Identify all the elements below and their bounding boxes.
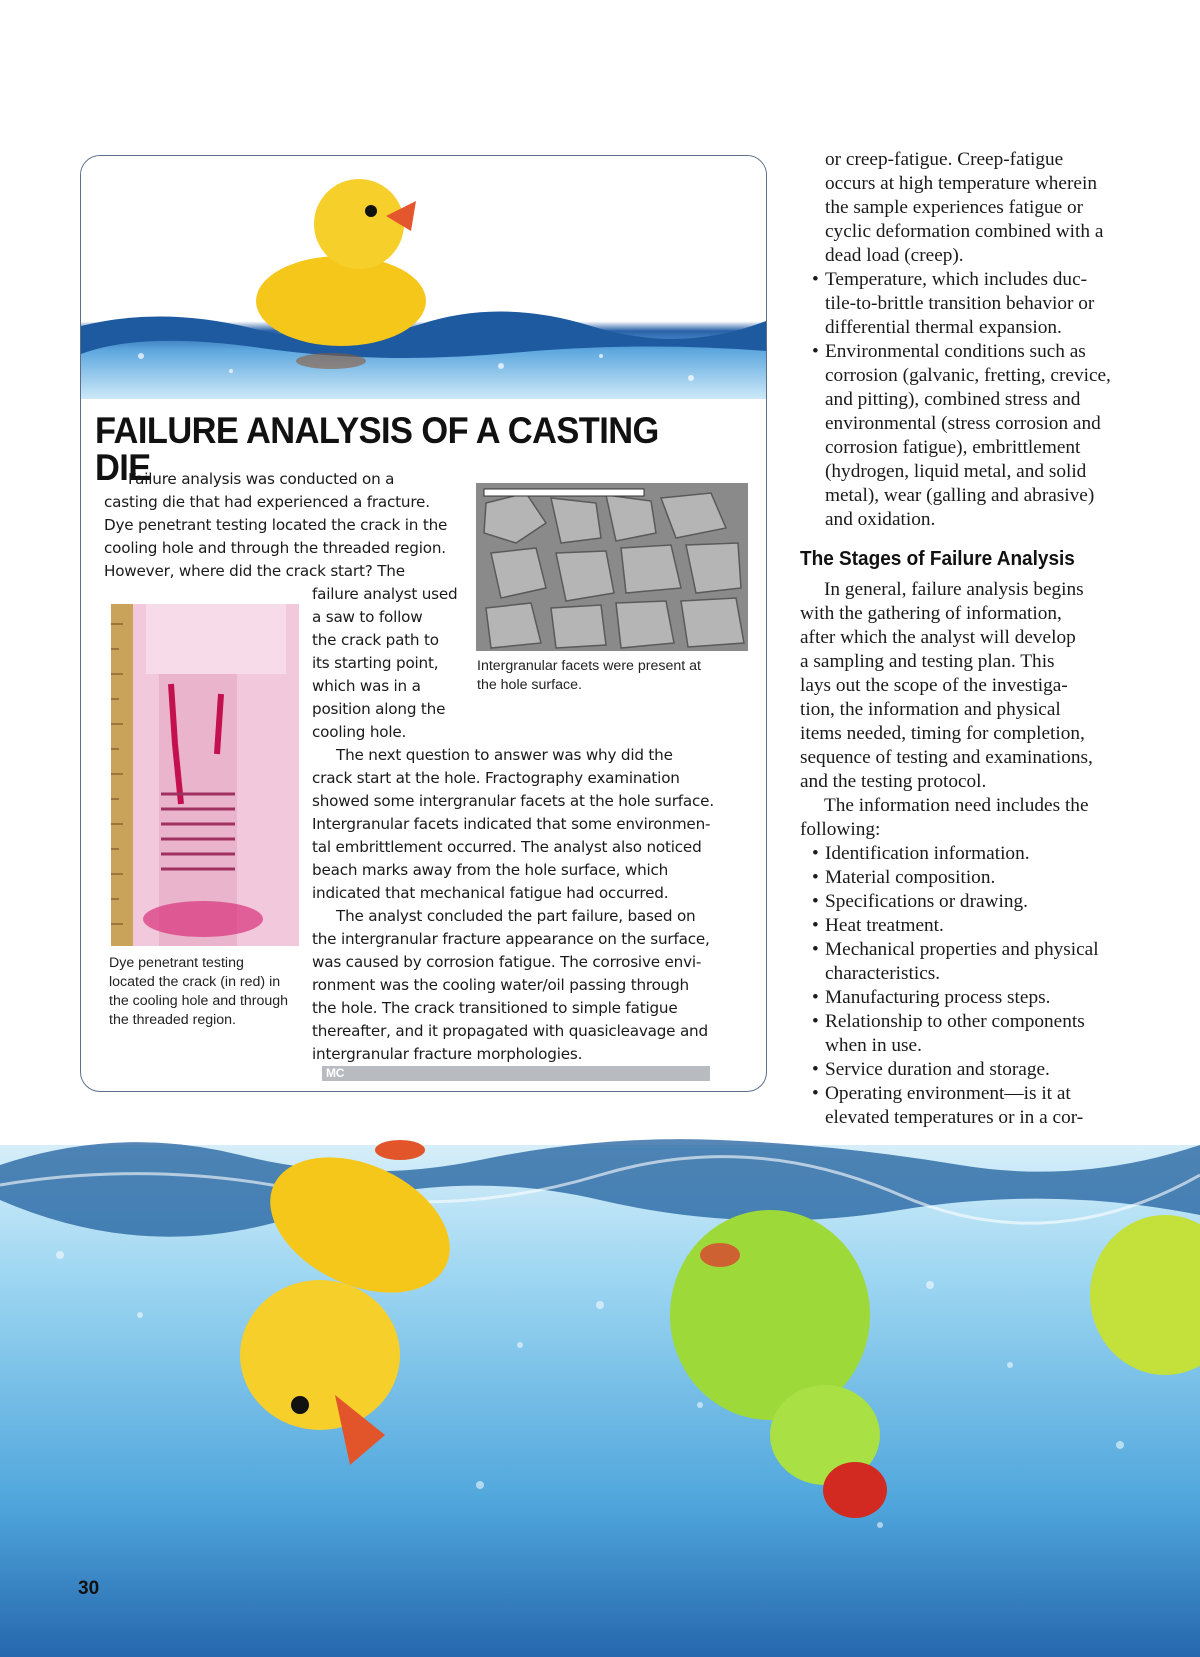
- continuation-text: or creep-fatigue. Creep-fatigue occurs at high temperature wherein the sample experiences fatigue or cyclic deformation combined with a dead load (creep).: [825, 149, 1104, 266]
- stages-paragraph-1: In general, failure analysis begins with the gathering of information, after which the analyst will develop a sampling and testing plan. This lays out the scope of the investiga- tion, the information and physical items needed, timing for completion, sequence of testing and examinations, and the testing protocol.: [800, 579, 1093, 792]
- page-number: 30: [78, 1578, 100, 1599]
- sidebar-narrow-text: failure analyst used a saw to follow the crack path to its starting point, which was in a position along the cooling hole.: [312, 585, 458, 741]
- bullet-service: • Service duration and storage.: [812, 1059, 1050, 1080]
- duck-banner-illustration: [81, 156, 766, 399]
- right-column: [800, 148, 1130, 1130]
- bullet-temperature: • Temperature, which includes duc- tile-to-brittle transition behavior or differential thermal expansion.: [812, 269, 1095, 338]
- sidebar-box: [80, 155, 767, 1092]
- stages-paragraph-2: The information need includes the following:: [800, 795, 1089, 840]
- bullet-material: • Material composition.: [812, 867, 996, 888]
- bullet-environmental: • Environmental conditions such as corrosion (galvanic, fretting, crevice, and pitting), combined stress and environmental (stress corrosion and corrosion fatigue), embrittlement (hydrogen, liquid metal, and solid metal), wear (galling and abrasive) and oxidation.: [812, 341, 1111, 530]
- dye-penetrant-photo: [111, 604, 299, 946]
- sidebar-title: FAILURE ANALYSIS OF A CASTING DIE: [95, 410, 659, 488]
- dye-caption: Dye penetrant testing located the crack (in red) in the cooling hole and through the threaded region.: [109, 955, 289, 1028]
- bullet-manufacturing: • Manufacturing process steps.: [812, 987, 1051, 1008]
- sem-caption: Intergranular facets were present at the hole surface.: [477, 658, 701, 693]
- sidebar-paragraph-2: The next question to answer was why did the crack start at the hole. Fractography examination showed some intergranular facets at the hole surface. Intergranular facets indicated that some environmen- tal embrittlement occurred. The analyst also noticed beach marks away from the hole surface, which indicated that mechanical fatigue had occurred.: [312, 746, 714, 902]
- bullet-operating: • Operating environment—is it at elevated temperatures or in a cor-: [812, 1083, 1084, 1128]
- bullet-heat-treatment: • Heat treatment.: [812, 915, 944, 936]
- water-ducks-illustration: [0, 1105, 1200, 1657]
- sidebar-paragraph-3: The analyst concluded the part failure, based on the intergranular fracture appearance on the surface, was caused by corrosion fatigue. The corrosive envi- ronment was the cooling water/oil passing through the hole. The crack transitioned to simple fatigue thereafter, and it propagated with quasicleavage and intergranular fracture morphologies. MC: [312, 907, 710, 1080]
- sem-fractograph-photo: [476, 483, 748, 651]
- mc-end-mark: MC: [322, 1066, 710, 1081]
- section-heading: The Stages of Failure Analysis: [800, 548, 1075, 570]
- sidebar-intro-paragraph: Failure analysis was conducted on a casting die that had experienced a fracture. Dye penetrant testing located the crack in the cooling hole and through the threaded region. However, where did the crack start? The: [104, 470, 448, 580]
- bullet-relationship: • Relationship to other components when in use.: [812, 1011, 1085, 1056]
- bullet-mechanical: • Mechanical properties and physical characteristics.: [812, 939, 1099, 984]
- bullet-identification: • Identification information.: [812, 843, 1030, 864]
- bullet-specifications: • Specifications or drawing.: [812, 891, 1028, 912]
